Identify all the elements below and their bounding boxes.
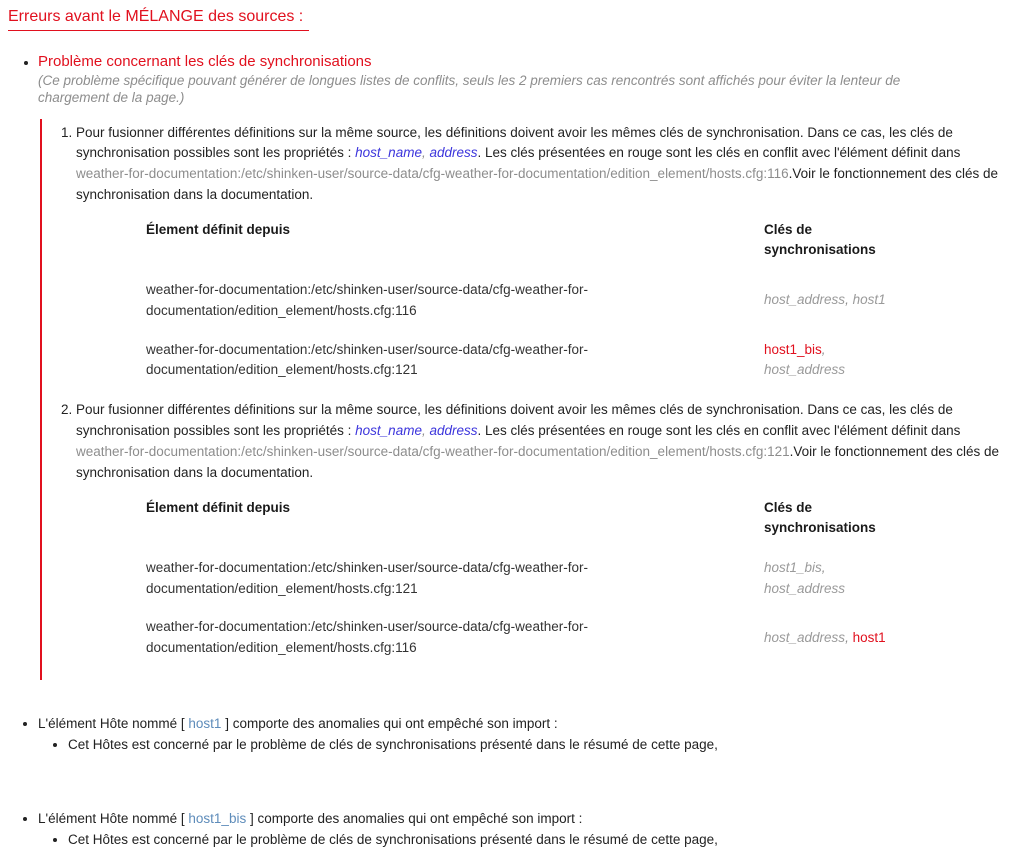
host-error-prefix: L'élément Hôte nommé [ xyxy=(38,716,189,732)
key-separator: , xyxy=(845,629,853,645)
source-path-cell: weather-for-documentation:/etc/shinken-user/source-data/cfg-weather-for-documentation/edition_element/hosts.cfg:121 xyxy=(146,341,588,378)
property-link-address[interactable]: address xyxy=(429,423,478,439)
sync-key: host_address xyxy=(764,292,846,308)
host-error-line xyxy=(38,811,1009,826)
keys-column-header: Clés de synchronisations xyxy=(764,222,876,258)
source-path-cell: weather-for-documentation:/etc/shinken-user/source-data/cfg-weather-for-documentation/edition_element/hosts.cfg:116 xyxy=(146,619,588,656)
sync-key: host1_bis xyxy=(764,559,822,575)
property-link-host-name[interactable]: host_name xyxy=(355,423,422,439)
sync-keys-cell xyxy=(752,549,914,609)
case-after-keys: . Les clés présentées en rouge sont les clés en conflit avec l'élément définit dans xyxy=(477,423,961,439)
host-error-prefix: L'élément Hôte nommé [ xyxy=(38,810,189,826)
case-outro: .Voir le fonctionnement des clés de synchronisation dans la documentation. xyxy=(76,166,999,203)
host-error-detail: • Cet Hôtes est concerné par le problème de clés de synchronisations présenté dans le résumé de cette page, xyxy=(68,735,1009,755)
conflict-case-2-text xyxy=(76,400,1009,484)
host-error-details xyxy=(38,735,1009,755)
conflict-case-list xyxy=(42,123,1009,669)
sync-key: host_address xyxy=(764,362,846,378)
sync-keys-table-2 xyxy=(134,492,914,668)
conflict-case-1 xyxy=(76,123,1009,391)
keys-column-header: Clés de synchronisations xyxy=(764,500,876,536)
source-column-header: Élement définit depuis xyxy=(146,222,291,238)
key-separator: , xyxy=(845,292,853,308)
host-name-link[interactable]: host1 xyxy=(188,716,222,732)
problem-heading: • Problème concernant les clés de synchronisations xyxy=(38,53,372,70)
conflict-case-1-text xyxy=(76,123,1009,207)
sync-keys-problem-section xyxy=(38,53,1009,680)
host-error-line xyxy=(38,716,1009,731)
key-separator: , xyxy=(821,559,826,575)
host-error-details xyxy=(38,830,1009,850)
table-row xyxy=(134,549,914,609)
error-summary-list xyxy=(8,53,1009,680)
host-error-suffix: ] comporte des anomalies qui ont empêché son import : xyxy=(221,716,558,732)
key-separator: , xyxy=(821,341,826,357)
host-name-link[interactable]: host1_bis xyxy=(188,810,247,826)
case-after-keys: . Les clés présentées en rouge sont les clés en conflit avec l'élément définit dans xyxy=(477,145,961,161)
table-header-row xyxy=(134,492,914,549)
key-separator: , xyxy=(421,145,430,161)
sync-key: host_address xyxy=(764,580,846,596)
table-row xyxy=(134,608,914,668)
case-intro: Pour fusionner différentes définitions sur la même source, les définitions doivent avoir les mêmes clés de synchronisation. Dans ce cas, les clés de synchronisation possibles sont les propriétés : xyxy=(76,402,953,439)
host-error-detail: • Cet Hôtes est concerné par le problème de clés de synchronisations présenté dans le résumé de cette page, xyxy=(68,830,1009,850)
sync-keys-cell xyxy=(752,608,914,668)
conflict-block xyxy=(40,119,1009,681)
table-row xyxy=(134,271,914,331)
source-column-header: Élement définit depuis xyxy=(146,500,291,516)
property-link-address[interactable]: address xyxy=(429,145,478,161)
sync-key: host1 xyxy=(852,292,886,308)
table-row xyxy=(134,331,914,391)
host-error-list xyxy=(8,716,1009,850)
sync-key: host_address xyxy=(764,629,846,645)
key-separator: , xyxy=(421,423,430,439)
table-header-row xyxy=(134,214,914,271)
host-error-host1 xyxy=(38,716,1009,755)
sync-keys-cell xyxy=(752,331,914,391)
source-path-cell: weather-for-documentation:/etc/shinken-user/source-data/cfg-weather-for-documentation/edition_element/hosts.cfg:116 xyxy=(146,281,588,318)
case-intro: Pour fusionner différentes définitions sur la même source, les définitions doivent avoir les mêmes clés de synchronisation. Dans ce cas, les clés de synchronisation possibles sont les propriétés : xyxy=(76,124,953,161)
host-error-host1-bis xyxy=(38,811,1009,850)
conflict-source-path: weather-for-documentation:/etc/shinken-user/source-data/cfg-weather-for-documentation/edition_element/hosts.cfg:121 xyxy=(76,444,790,460)
sync-keys-table-1 xyxy=(134,214,914,390)
page-title: Erreurs avant le MÉLANGE des sources : xyxy=(8,8,309,31)
host-error-suffix: ] comporte des anomalies qui ont empêché son import : xyxy=(246,810,583,826)
sync-key-conflict: host1 xyxy=(852,629,886,645)
conflict-source-path: weather-for-documentation:/etc/shinken-user/source-data/cfg-weather-for-documentation/edition_element/hosts.cfg:116 xyxy=(76,166,789,182)
sync-key-conflict: host1_bis xyxy=(764,341,822,357)
case-outro: .Voir le fonctionnement des clés de synchronisation dans la documentation. xyxy=(76,444,1000,481)
source-path-cell: weather-for-documentation:/etc/shinken-user/source-data/cfg-weather-for-documentation/edition_element/hosts.cfg:121 xyxy=(146,559,588,596)
sync-keys-cell xyxy=(752,271,914,331)
property-link-host-name[interactable]: host_name xyxy=(355,145,422,161)
conflict-case-2 xyxy=(76,400,1009,668)
problem-note: (Ce problème spécifique pouvant générer de longues listes de conflits, seuls les 2 premiers cas rencontrés sont affichés pour éviter la lenteur de chargement de la page.) xyxy=(38,73,901,106)
